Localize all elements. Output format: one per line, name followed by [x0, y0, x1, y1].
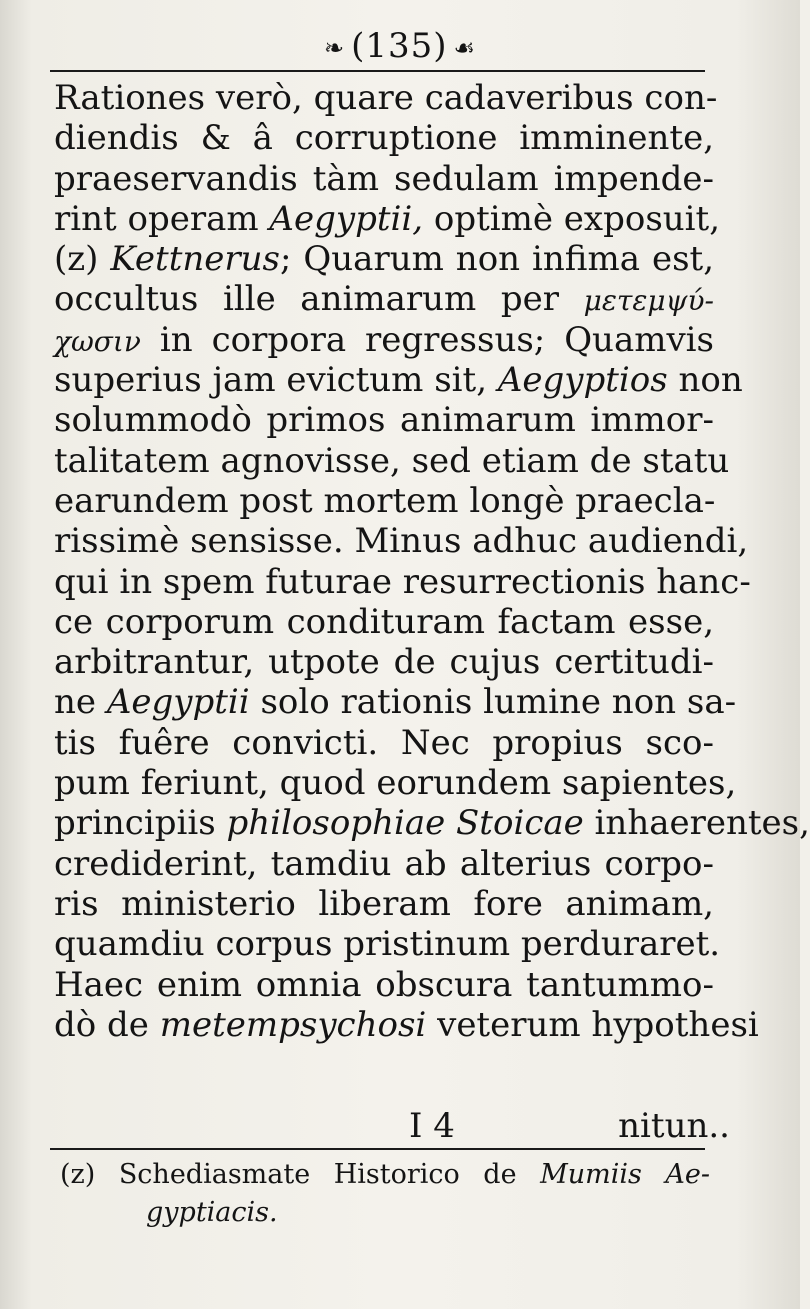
left-fleuron-icon: ❧ [323, 34, 346, 62]
text-line: rissimè sensisse. Minus adhuc audiendi, [54, 521, 749, 562]
text-line: principiis philosophiae Stoicae inhaerentes, [54, 803, 810, 844]
text-line: crediderint, tamdiu ab alterius corpo- [54, 843, 714, 884]
text-line: Haec enim omnia obscura tantummo- [54, 964, 714, 1005]
text-line: occultus ille animarum per μετεμψύ- [54, 279, 714, 320]
text-line: pum feriunt, quod eorundem sapientes, [54, 763, 737, 804]
footnote-line: (z) Schediasmate Historico de Mumiis Ae- [60, 1159, 710, 1190]
footnote-rule [50, 1148, 705, 1150]
signature-mark: I 4 [409, 1106, 455, 1146]
catchword: nitun.. [618, 1106, 730, 1146]
text-line: ce corporum condituram factam esse, [54, 601, 714, 642]
header-rule [50, 70, 705, 72]
text-line: earundem post mortem longè praecla- [54, 480, 716, 521]
text-line: talitatem agnovisse, sed etiam de statu [54, 440, 730, 481]
right-fleuron-icon: ☙ [453, 34, 477, 62]
text-line: χωσιν in corpora regressus; Quamvis [54, 319, 714, 360]
text-line: superius jam evictum sit, Aegyptios non [54, 360, 743, 401]
text-line: (z) Kettnerus; Quarum non infima est, [54, 239, 715, 280]
text-line: tis fuêre convicti. Nec propius sco- [54, 722, 714, 763]
text-line: arbitrantur, utpote de cujus certitudi- [54, 642, 714, 683]
text-line: diendis & â corruptione imminente, [54, 118, 714, 159]
text-line: quamdiu corpus pristinum perduraret. [54, 924, 721, 965]
page-foot-line [54, 1104, 730, 1148]
page-header [0, 24, 800, 70]
page-number: (135) [351, 26, 448, 66]
text-line: dò de metempsychosi veterum hypothesi [54, 1004, 759, 1045]
text-line: rint operam Aegyptii, optimè exposuit, [54, 198, 721, 239]
main-text-block [54, 78, 810, 1045]
text-line: praeservandis tàm sedulam impende- [54, 158, 714, 199]
text-line: ne Aegyptii solo rationis lumine non sa- [54, 682, 737, 723]
text-line: ris ministerio liberam fore animam, [54, 883, 714, 924]
text-line: qui in spem futurae resurrectionis hanc- [54, 561, 751, 602]
footnote [60, 1156, 710, 1232]
text-line: Rationes verò, quare cadaveribus con- [54, 78, 718, 118]
footnote-line: gyptiacis. [146, 1197, 278, 1228]
text-line: solummodò primos animarum immor- [54, 400, 714, 441]
